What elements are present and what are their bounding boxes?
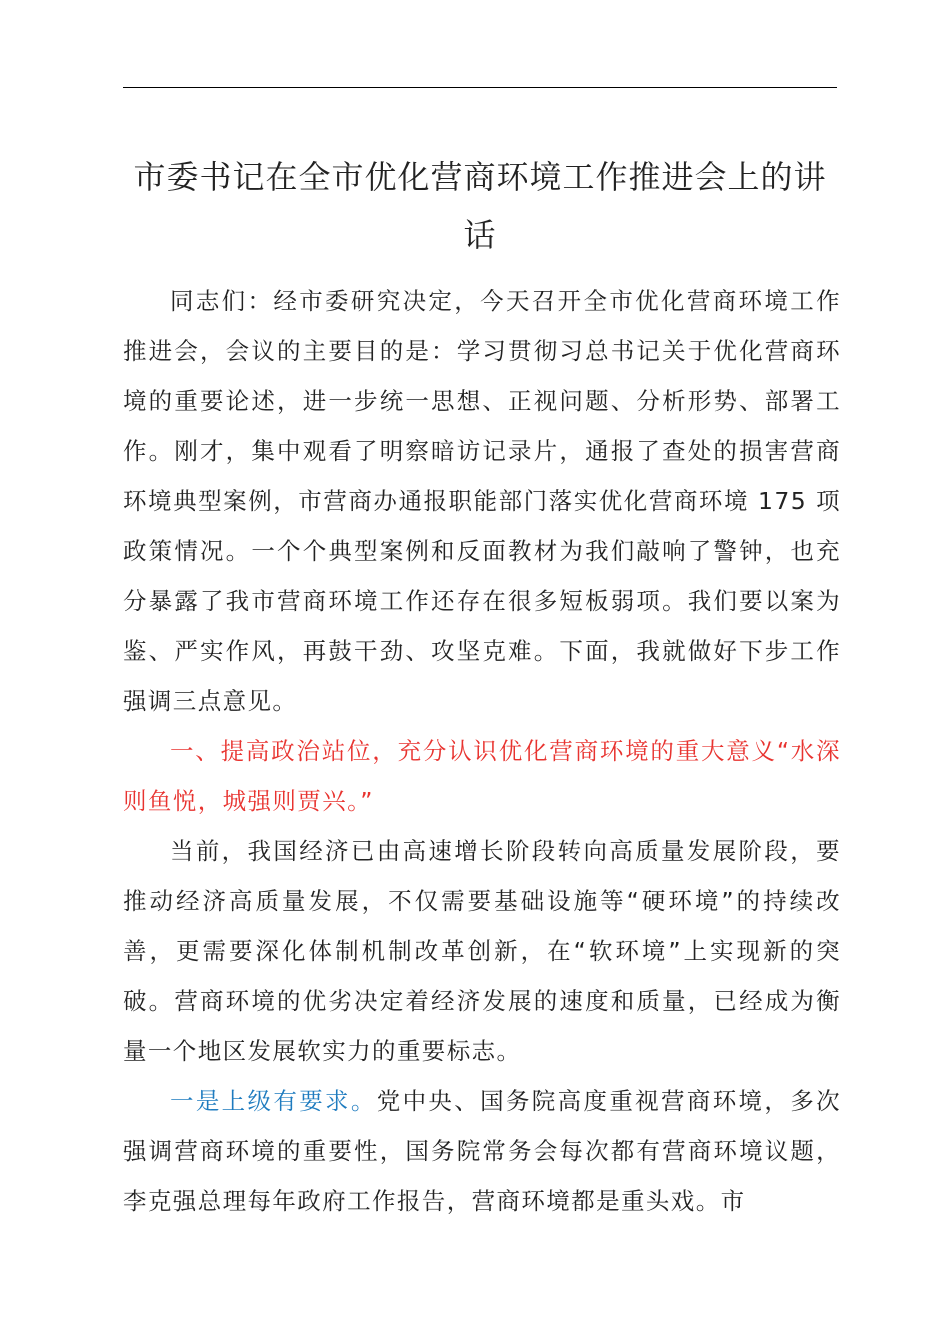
point-1-lead: 一是上级有要求。: [170, 1087, 377, 1115]
document-title: 市委书记在全市优化营商环境工作推进会上的讲话: [133, 158, 827, 254]
section-heading-1: 一、提高政治站位，充分认识优化营商环境的重大意义“水深则鱼悦，城强则贾兴。”: [123, 737, 841, 815]
point-1-text: 党中央、国务院高度重视营商环境，多次强调营商环境的重要性，国务院常务会每次都有营商环境议题，李克强总理每年政府工作报告，营商环境都是重头戏。市: [123, 1087, 841, 1215]
document-body: [123, 276, 841, 1226]
paragraph-point-1: [123, 1076, 841, 1226]
header-rule: [123, 87, 837, 88]
paragraph-current-situation: 当前，我国经济已由高速增长阶段转向高质量发展阶段，要推动经济高质量发展，不仅需要基础设施等“硬环境”的持续改善，更需要深化体制机制改革创新，在“软环境”上实现新的突破。营商环境的优劣决定着经济发展的速度和质量，已经成为衡量一个地区发展软实力的重要标志。: [123, 837, 841, 1065]
opening-paragraph: 同志们：经市委研究决定，今天召开全市优化营商环境工作推进会，会议的主要目的是：学习贯彻习总书记关于优化营商环境的重要论述，进一步统一思想、正视问题、分析形势、部署工作。刚才，集中观看了明察暗访记录片，通报了查处的损害营商环境典型案例，市营商办通报职能部门落实优化营商环境 175 项政策情况。一个个典型案例和反面教材为我们敲响了警钟，也充分暴露了我市营商环境工作还存在很多短板弱项。我们要以案为鉴、严实作风，再鼓干劲、攻坚克难。下面，我就做好下步工作强调三点意见。: [123, 287, 841, 715]
